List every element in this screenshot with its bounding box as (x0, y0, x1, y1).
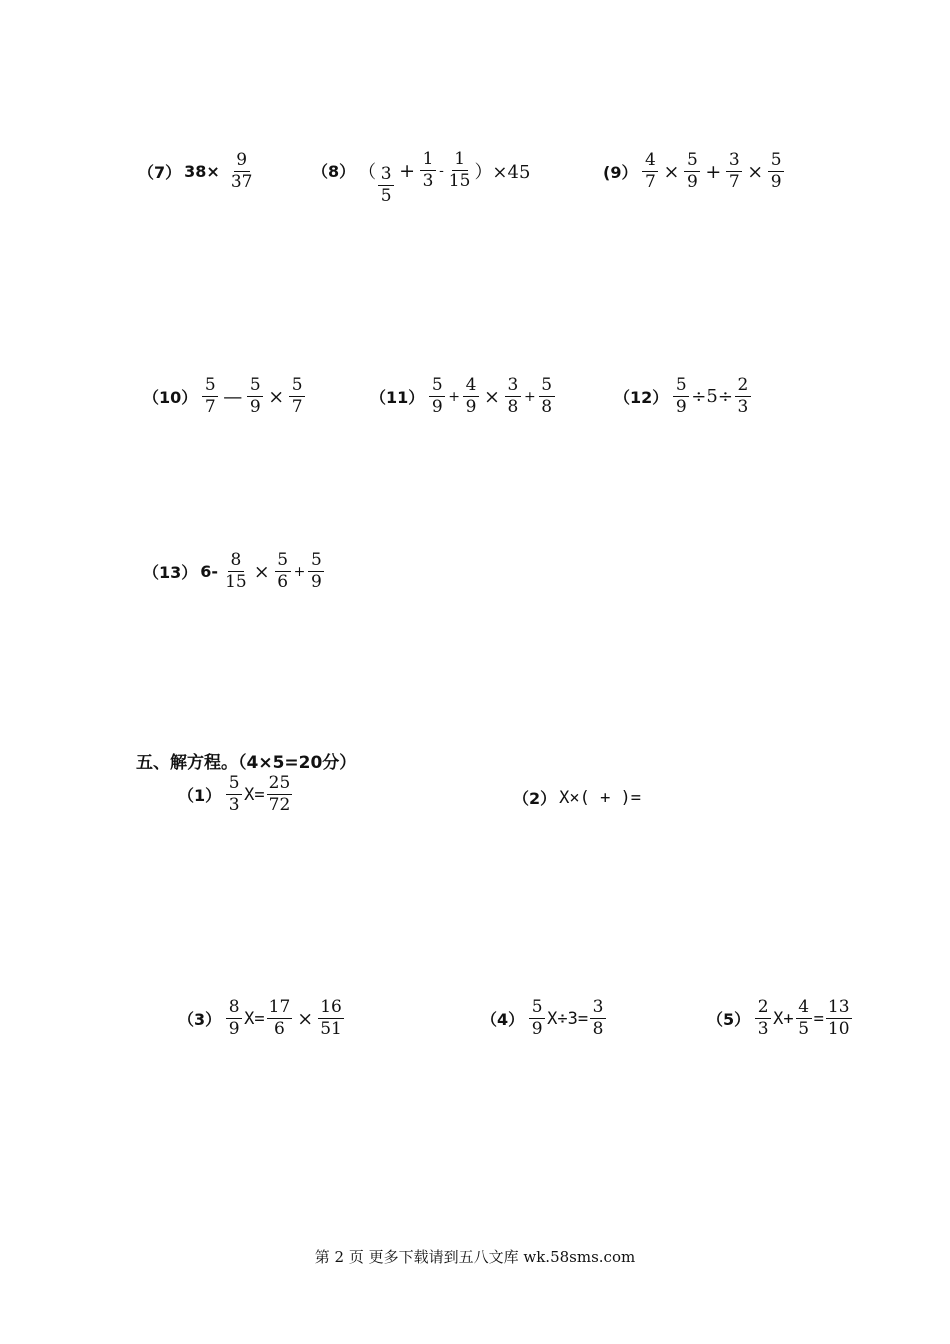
operator: — (223, 385, 243, 408)
operator: × (268, 385, 285, 408)
equation-mid: X= (244, 784, 265, 805)
fraction: $\frac{5}{6}$ (275, 550, 291, 594)
problem-11 (370, 375, 557, 419)
equation-label: （4） (481, 1010, 525, 1030)
equation-label: （3） (178, 1010, 222, 1030)
fraction: $\frac{1}{3}$ (420, 149, 436, 193)
problem-label: （13） (143, 563, 198, 583)
equation-1 (178, 773, 294, 817)
fraction: $\frac{5}{9}$ (684, 150, 700, 194)
fraction: $\frac{3}{7}$ (726, 150, 742, 194)
problem-label: （10） (143, 388, 198, 408)
fraction: $\frac{5}{9}$ (308, 550, 324, 594)
equation-5 (707, 997, 854, 1041)
operator: - (439, 162, 444, 179)
equation-mid: X= (244, 1008, 265, 1029)
operator: + (705, 160, 722, 183)
equation-text: X×( + )= (559, 787, 642, 808)
problem-7 (138, 150, 256, 194)
fraction: $\frac{4}{9}$ (463, 375, 479, 419)
fraction: $\frac{1}{15}$ (448, 149, 471, 192)
fraction: $\frac{8}{15}$ (225, 550, 247, 593)
problem-label: （8） (312, 162, 356, 182)
fraction: $\frac{3}{8}$ (505, 375, 521, 419)
fraction: $\frac{5}{3}$ (226, 773, 242, 817)
problem-prefix: 6- (200, 562, 219, 582)
problem-label: (9） (603, 163, 638, 183)
problem-prefix: 38× (184, 162, 220, 182)
problem-9 (603, 150, 786, 194)
fraction: $\frac{17}{6}$ (268, 997, 291, 1040)
fraction: $\frac{3}{8}$ (590, 997, 606, 1041)
fraction: $\frac{16}{51}$ (320, 997, 342, 1040)
operator: × (253, 560, 270, 583)
equation-label: （1） (178, 786, 222, 806)
fraction: $\frac{4}{7}$ (642, 150, 658, 194)
section-heading: 五、解方程。（4×5=20分） (136, 753, 357, 773)
equation-4 (481, 997, 608, 1041)
fraction: $\frac{9}{37}$ (230, 150, 253, 193)
operator: × (484, 385, 500, 408)
operator: + (399, 159, 416, 182)
fraction: $\frac{5}{9}$ (429, 375, 445, 419)
equation-mid: X÷3= (547, 1008, 589, 1029)
problem-8 (312, 134, 530, 208)
close-expression: ）×45 (474, 161, 531, 183)
fraction: $\frac{2}{3}$ (755, 997, 771, 1041)
problem-12 (614, 375, 753, 419)
problem-label: （11） (370, 388, 425, 408)
problem-label: （12） (614, 388, 669, 408)
equals-sign: = (813, 1008, 824, 1029)
fraction: $\frac{5}{9}$ (247, 375, 263, 419)
fraction: $\frac{5}{9}$ (529, 997, 545, 1041)
fraction: $\frac{4}{5}$ (796, 997, 812, 1041)
equation-3 (178, 997, 346, 1041)
equation-label: （2） (513, 789, 557, 808)
operator: × (663, 160, 680, 183)
problem-label: （7） (138, 163, 182, 183)
fraction: $\frac{8}{9}$ (226, 997, 242, 1041)
fraction: $\frac{13}{10}$ (827, 997, 850, 1040)
fraction: $\frac{5}{8}$ (539, 375, 555, 419)
fraction: $\frac{5}{7}$ (202, 375, 218, 419)
fraction: $\frac{3}{5}$ (378, 164, 394, 208)
fraction: $\frac{5}{9}$ (673, 375, 689, 419)
equation-label: （5） (707, 1010, 751, 1030)
operator: + (293, 563, 306, 580)
equation-2 (513, 786, 641, 809)
fraction: $\frac{5}{7}$ (289, 375, 305, 419)
operator: × (297, 1007, 314, 1030)
page-footer: 第 2 页 更多下载请到五八文库 wk.58sms.com (314, 1248, 636, 1266)
equation-mid: X+ (773, 1008, 794, 1029)
open-paren: （ (358, 161, 377, 183)
fraction: $\frac{2}{3}$ (735, 375, 751, 419)
operator: + (448, 388, 461, 405)
problem-10 (143, 375, 307, 419)
fraction: $\frac{5}{9}$ (768, 150, 784, 194)
operator: × (747, 160, 764, 183)
fraction: $\frac{25}{72}$ (268, 773, 291, 816)
operator: ÷5÷ (691, 386, 733, 408)
problem-13 (143, 550, 326, 594)
operator: + (523, 388, 536, 405)
